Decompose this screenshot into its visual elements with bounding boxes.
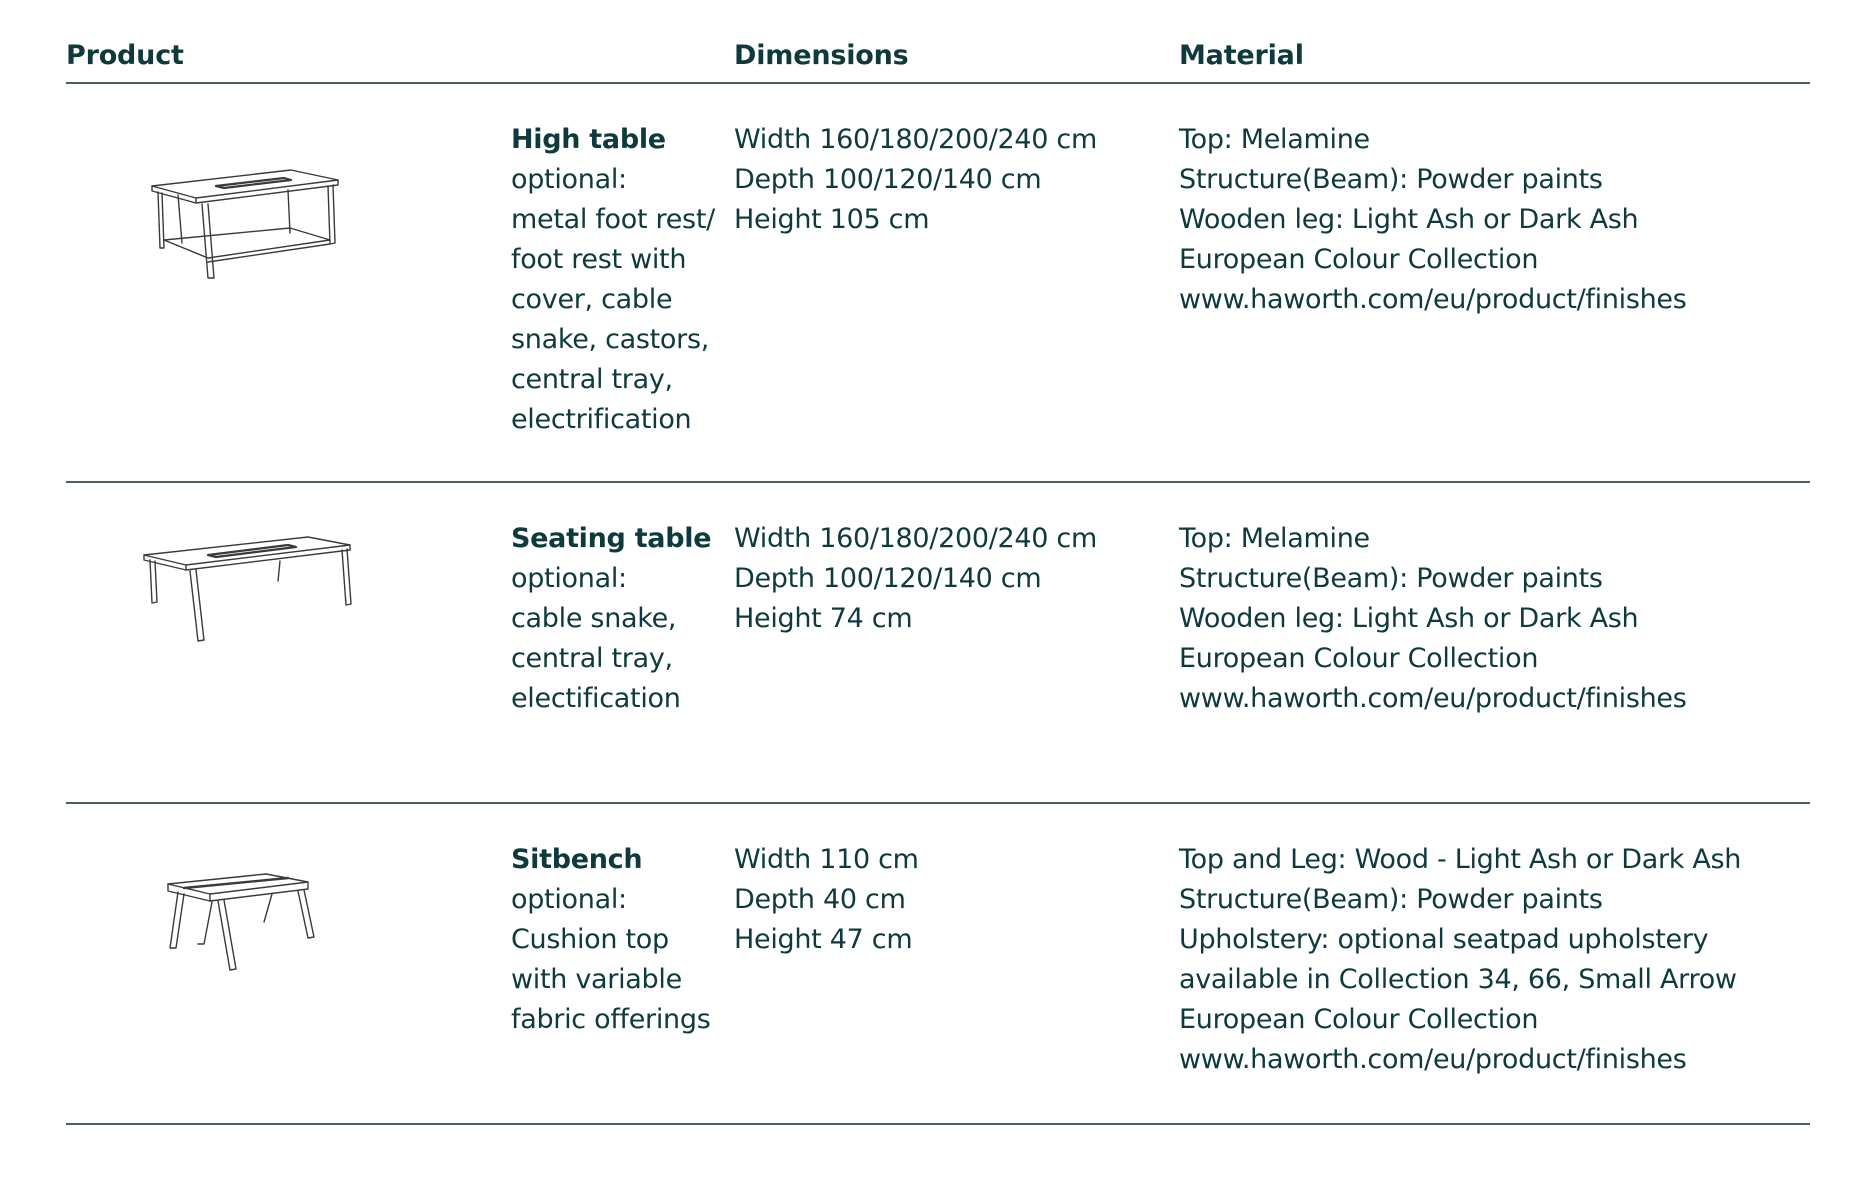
product-option-line: optional:	[511, 164, 627, 195]
dimension-line: Height 74 cm	[734, 603, 913, 634]
dimension-line: Depth 40 cm	[734, 884, 906, 915]
material-line: Wooden leg: Light Ash or Dark Ash	[1179, 204, 1639, 235]
material-cell	[1179, 519, 1819, 719]
material-line: Wooden leg: Light Ash or Dark Ash	[1179, 603, 1639, 634]
product-option-line: Cushion top	[511, 924, 669, 955]
sitbench-icon	[66, 864, 446, 1064]
product-option-line: electification	[511, 683, 681, 714]
material-line: Upholstery: optional seatpad upholstery	[1179, 924, 1709, 955]
material-line: Top: Melamine	[1179, 124, 1370, 155]
material-line: European Colour Collection	[1179, 643, 1539, 674]
dimensions-cell	[734, 519, 1174, 639]
table-row	[66, 804, 1810, 1125]
material-link[interactable]: www.haworth.com/eu/product/finishes	[1179, 1044, 1687, 1075]
product-option-line: central tray,	[511, 643, 673, 674]
product-name: Sitbench	[511, 844, 643, 875]
dimension-line: Width 160/180/200/240 cm	[734, 124, 1097, 155]
dimensions-cell	[734, 840, 1174, 960]
product-name-cell	[511, 120, 731, 440]
dimension-line: Height 47 cm	[734, 924, 913, 955]
dimension-line: Height 105 cm	[734, 204, 930, 235]
product-option-line: foot rest with	[511, 244, 687, 275]
product-option-line: electrification	[511, 404, 692, 435]
product-name-cell	[511, 840, 731, 1040]
material-line: European Colour Collection	[1179, 244, 1539, 275]
dimension-line: Depth 100/120/140 cm	[734, 563, 1042, 594]
dimensions-cell	[734, 120, 1174, 240]
material-line: Top and Leg: Wood - Light Ash or Dark Ash	[1179, 844, 1742, 875]
product-option-line: optional:	[511, 884, 627, 915]
material-link[interactable]: www.haworth.com/eu/product/finishes	[1179, 284, 1687, 315]
product-name-cell	[511, 519, 731, 719]
product-option-line: with variable	[511, 964, 682, 995]
product-option-line: cover, cable	[511, 284, 673, 315]
material-link[interactable]: www.haworth.com/eu/product/finishes	[1179, 683, 1687, 714]
material-cell	[1179, 120, 1819, 320]
material-line: Structure(Beam): Powder paints	[1179, 884, 1603, 915]
dimension-line: Width 160/180/200/240 cm	[734, 523, 1097, 554]
product-option-line: cable snake,	[511, 603, 677, 634]
dimension-line: Width 110 cm	[734, 844, 919, 875]
product-option-line: fabric offerings	[511, 1004, 711, 1035]
product-name: High table	[511, 124, 666, 155]
material-line: Top: Melamine	[1179, 523, 1370, 554]
material-cell	[1179, 840, 1819, 1080]
product-option-line: central tray,	[511, 364, 673, 395]
material-line: Structure(Beam): Powder paints	[1179, 563, 1603, 594]
product-option-line: snake, castors,	[511, 324, 709, 355]
product-option-line: metal foot rest/	[511, 204, 715, 235]
header-dimensions: Dimensions	[734, 40, 909, 71]
material-line: available in Collection 34, 66, Small Arrow	[1179, 964, 1737, 995]
product-table	[66, 36, 1810, 1125]
seating-table-icon	[66, 523, 446, 723]
table-header	[66, 36, 1810, 84]
material-line: Structure(Beam): Powder paints	[1179, 164, 1603, 195]
material-line: European Colour Collection	[1179, 1004, 1539, 1035]
product-option-line: optional:	[511, 563, 627, 594]
table-row	[66, 483, 1810, 804]
product-name: Seating table	[511, 523, 712, 554]
high-table-icon	[66, 148, 446, 348]
header-product: Product	[66, 40, 184, 71]
dimension-line: Depth 100/120/140 cm	[734, 164, 1042, 195]
header-material: Material	[1179, 40, 1304, 71]
table-row	[66, 84, 1810, 483]
